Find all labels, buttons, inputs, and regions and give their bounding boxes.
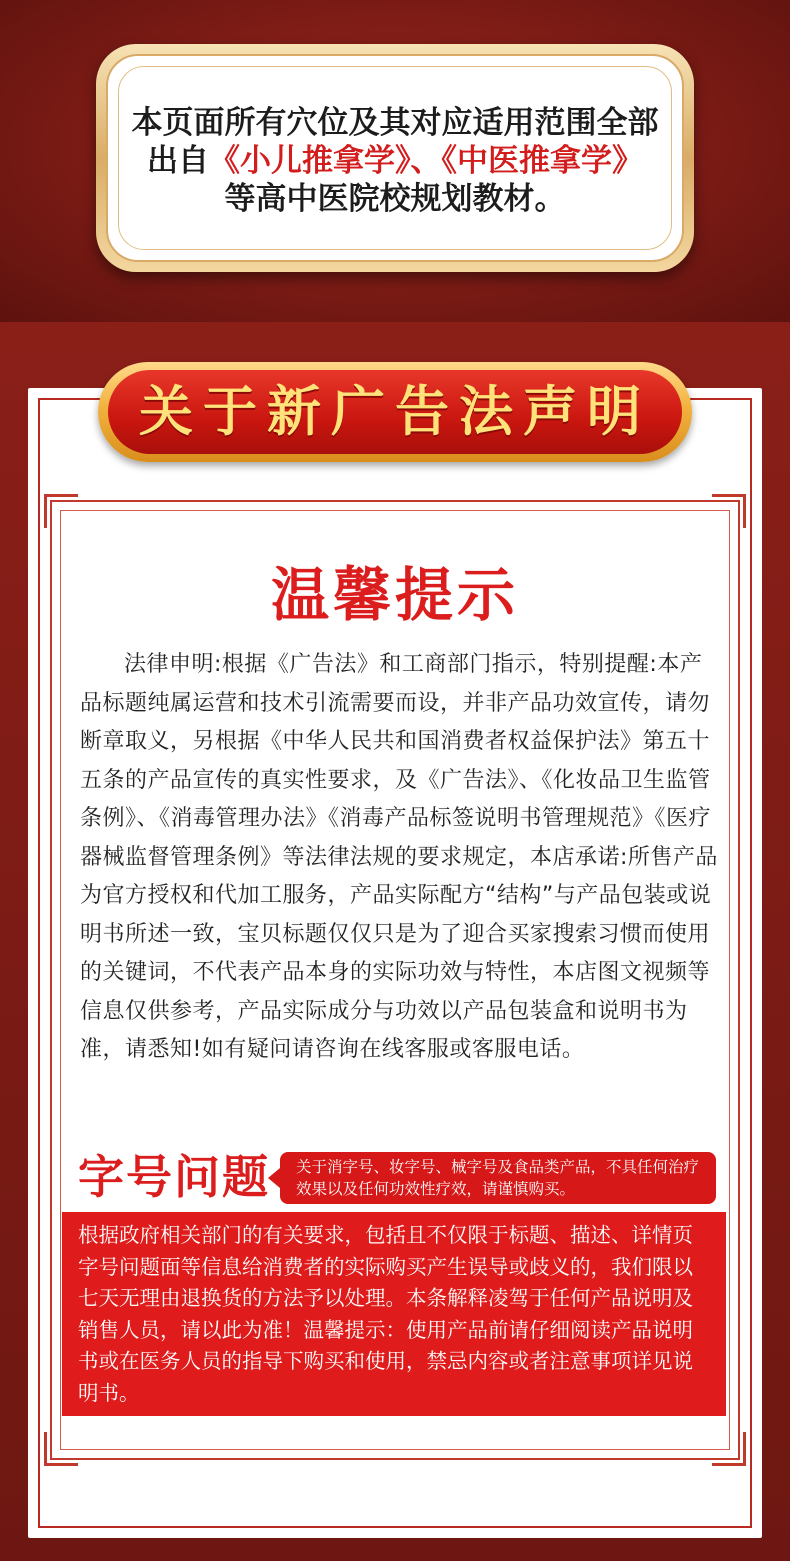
notice-line-2 <box>118 142 672 180</box>
corner-ornament-top-left <box>44 494 78 528</box>
warm-tips-heading: 温馨提示 <box>270 561 519 629</box>
corner-ornament-bottom-left <box>44 1432 78 1466</box>
ziho-section-body: 根据政府相关部门的有关要求，包括且不仅限于标题、描述、详情页字号问题面等信息给消费者的实际购买产生误导或歧义的，我们限以七天无理由退换货的方法予以处理。本条解释凌驾于任何产品说明及销售人员，请以此为准！温馨提示：使用产品前请仔细阅读产品说明书或在医务人员的指导下购买和使用，禁忌内容或者注意事项详见说明书。 <box>62 1212 726 1416</box>
corner-ornament-top-right <box>712 494 746 528</box>
corner-ornament-bottom-right <box>712 1432 746 1466</box>
notice-line-1: 本页面所有穴位及其对应适用范围全部 <box>131 105 659 141</box>
ziho-section-note: 关于消字号、妆字号、械字号及食品类产品，不具任何治疗效果以及任何功效性疗效，请谨慎购买。 <box>280 1152 716 1204</box>
notice-line-3: 等高中医院校规划教材。 <box>224 181 566 217</box>
notice-line-2-prefix: 出自 <box>147 143 209 179</box>
notice-text <box>118 104 672 218</box>
book-separator: 、 <box>410 143 442 179</box>
legal-statement-text: 法律申明:根据《广告法》和工商部门指示，特别提醒:本产品标题纯属运营和技术引流需要而设，并非产品功效宣传，请勿断章取义，另根据《中华人民共和国消费者权益保护法》第五十五条的产品宣传的真实性要求，及《广告法》、《化妆品卫生监管条例》、《消毒管理办法》《消毒产品标签说明书管理规范》《医疗器械监督管理条例》等法律法规的要求规定，本店承诺:所售产品为官方授权和代加工服务，产品实际配方“结构”与产品包装或说明书所述一致，宝贝标题仅仅只是为了迎合买家搜索习惯而使用的关键词，不代表产品本身的实际功效与特性，本店图文视频等信息仅供参考，产品实际成分与功效以产品包装盒和说明书为准，请悉知!如有疑问请咨询在线客服或客服电话。 <box>80 652 718 1062</box>
book-title-zhongyi-tuina: 《中医推拿学》 <box>441 143 643 179</box>
ziho-section-label: 字号问题 <box>78 1150 270 1204</box>
ribbon-title: 关于新广告法声明 <box>139 380 651 443</box>
book-title-xiaoer-tuina: 《小儿推拿学》 <box>209 143 411 179</box>
